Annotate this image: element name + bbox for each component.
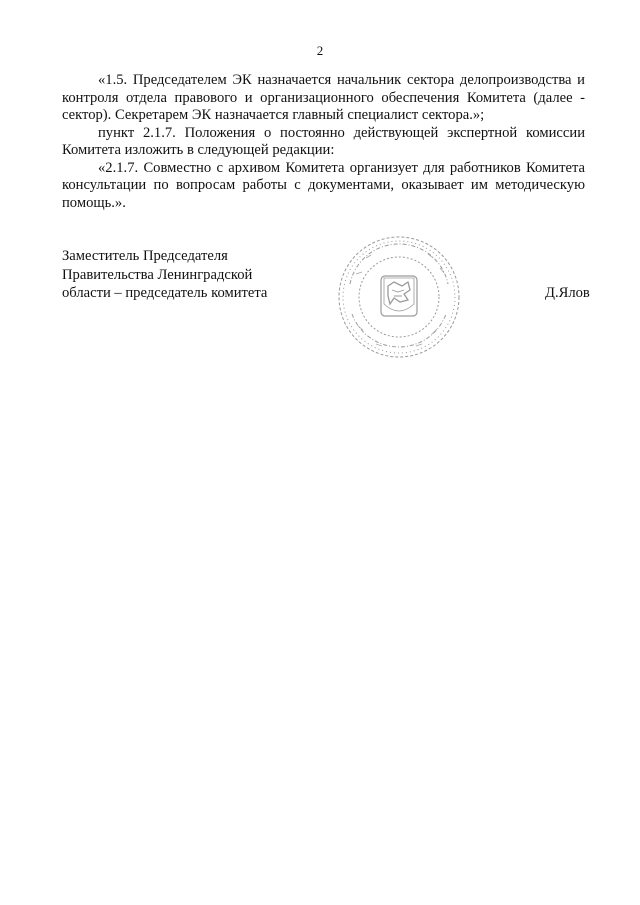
page-number: 2 [316,43,324,58]
paragraph-1: «1.5. Председателем ЭК назначается начальник сектора делопроизводства и контроля отдела правового и организационного обеспечения Комитета (далее - сектор). Секретарем ЭК назначается главный специалист сектора.»; [62,72,585,123]
document-body [62,72,585,212]
signer-title-line-3: области – председатель комитета [62,285,268,301]
paragraph-3: «2.1.7. Совместно с архивом Комитета организует для работников Комитета консультации по вопросам работы с документами, оказывает им методическую помощь.». [62,159,585,211]
signer-title-line-1: Заместитель Председателя [62,248,228,264]
signer-name: Д.Ялов [545,285,590,301]
official-seal-icon [336,234,462,360]
signature-block [62,247,322,303]
signer-title-line-2: Правительства Ленинградской [62,266,253,283]
paragraph-2: пункт 2.1.7. Положения о постоянно действующей экспертной комиссии Комитета изложить в следующей редакции: [62,124,585,158]
